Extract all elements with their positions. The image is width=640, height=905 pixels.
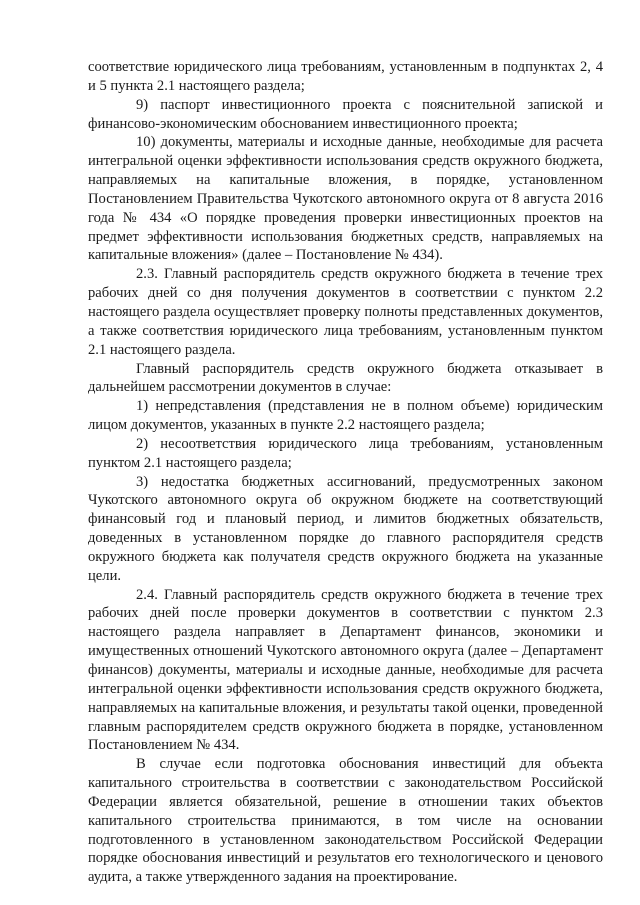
paragraph-refusal-3: 3) недостатка бюджетных ассигнований, предусмотренных законом Чукотского автономного округа об окружном бюджете на соответствующий финансовый год и плановый период, и лимитов бюджетных обязательств, доведенных в установленном порядке до главного распорядителя средств окружного бюджета как получателя средств окружного бюджета на указанные цели. [88,473,603,584]
paragraph-continuation: соответствие юридического лица требованиям, установленным в подпунктах 2, 4 и 5 пункта 2.1 настоящего раздела; [88,59,603,94]
paragraph-item-10: 10) документы, материалы и исходные данные, необходимые для расчета интегральной оценки эффективности использования средств окружного бюджета, направляемых на капитальные вложения, в порядке, установленном Постановлением Правительства Чукотского автономного округа от 8 августа 2016 года № 434 «О порядке проведения проверки инвестиционных проектов на предмет эффективности использования бюджетных средств, направляемых на капитальные вложения» (далее – Постановление № 434). [88,134,603,264]
paragraph-2-3: 2.3. Главный распорядитель средств окружного бюджета в течение трех рабочих дней со дня получения документов в соответствии с пунктом 2.2 настоящего раздела осуществляет проверку полноты представленных документов, а также соответствия юридического лица требованиям, установленным пунктом 2.1 настоящего раздела. [88,266,603,358]
document-page [88,58,603,887]
paragraph-refusal-1: 1) непредставления (представления не в полном объеме) юридическим лицом документов, указанных в пункте 2.2 настоящего раздела; [88,398,603,434]
paragraph-investment-justification: В случае если подготовка обоснования инвестиций для объекта капитального строительства в соответствии с законодательством Российской Федерации является обязательной, решение в отношении таких объектов капитального строительства принимаются, в том числе на основании подготовленного в установленном законодательством Российской Федерации порядке обоснования инвестиций и результатов его технологического и ценового аудита, а также утвержденного задания на проектирование. [88,756,603,886]
paragraph-refusal-2: 2) несоответствия юридического лица требованиям, установленным пунктом 2.1 настоящего раздела; [88,435,603,471]
paragraph-2-4: 2.4. Главный распорядитель средств окружного бюджета в течение трех рабочих дней после проверки документов в соответствии с пунктом 2.3 настоящего раздела направляет в Департамент финансов, экономики и имущественных отношений Чукотского автономного округа (далее – Департамент финансов) документы, материалы и исходные данные, необходимые для расчета интегральной оценки эффективности использования средств окружного бюджета, направляемых на капитальные вложения, и результаты такой оценки, проведенной главным распорядителем средств окружного бюджета в порядке, установленном Постановлением № 434. [88,586,603,754]
paragraph-item-9: 9) паспорт инвестиционного проекта с пояснительной запиской и финансово-экономическим обоснованием инвестиционного проекта; [88,96,603,132]
paragraph-refusal-intro: Главный распорядитель средств окружного бюджета отказывает в дальнейшем рассмотрении документов в случае: [88,360,603,396]
